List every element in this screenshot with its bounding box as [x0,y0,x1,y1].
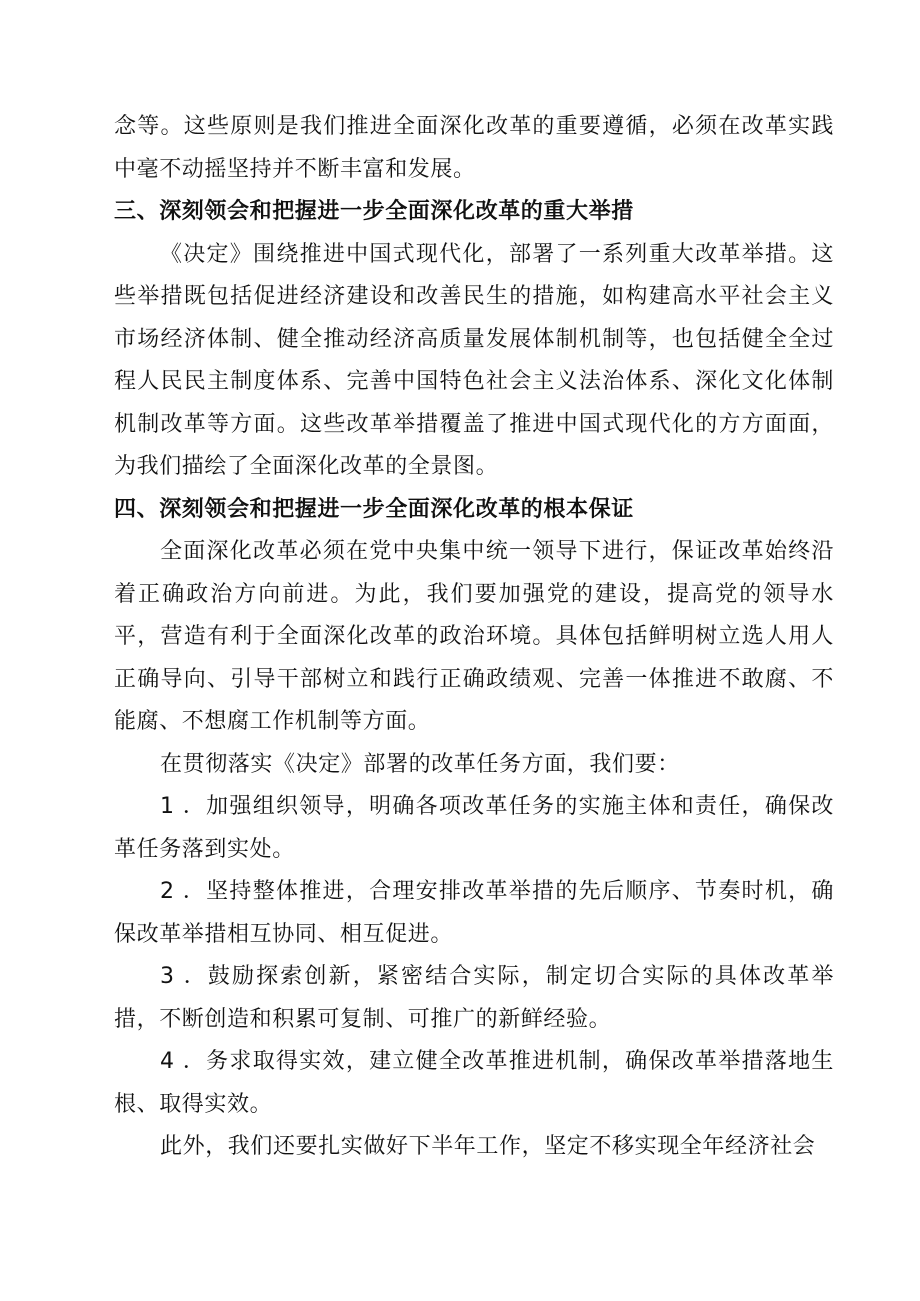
paragraph-additionally: 此外，我们还要扎实做好下半年工作，坚定不移实现全年经济社会 [160,1134,816,1159]
document-body [114,106,834,1169]
paragraph-major-measures: 《决定》围绕推进中国式现代化，部署了一系列重大改革举措。这些举措既包括促进经济建设和改善民生的措施，如构建高水平社会主义市场经济体制、健全推动经济高质量发展体制机制等，也包括健全全过程人民民主制度体系、完善中国特色社会主义法治体系、深化文化体制机制改革等方面。这些改革举措覆盖了推进中国式现代化的方方面面，为我们描绘了全面深化改革的全景图。 [114,241,834,479]
list-item-4: 4 ．务求取得实效，建立健全改革推进机制，确保改革举措落地生根、取得实效。 [114,1049,834,1117]
list-item-3: 3 ．鼓励探索创新，紧密结合实际，制定切合实际的具体改革举措，不断创造和积累可复制、可推广的新鲜经验。 [114,964,834,1032]
paragraph-tasks-intro: 在贯彻落实《决定》部署的改革任务方面，我们要： [160,751,680,777]
list-item-2: 2 ．坚持整体推进，合理安排改革举措的先后顺序、节奏时机，确保改革举措相互协同、相互促进。 [114,879,834,947]
paragraph-fundamental-guarantee: 全面深化改革必须在党中央集中统一领导下进行，保证改革始终沿着正确政治方向前进。为此，我们要加强党的建设，提高党的领导水平，营造有利于全面深化改革的政治环境。具体包括鲜明树立选人用人正确导向、引导干部树立和践行正确政绩观、完善一体推进不敢腐、不能腐、不想腐工作机制等方面。 [114,539,834,734]
list-item-1: 1 ．加强组织领导，明确各项改革任务的实施主体和责任，确保改革任务落到实处。 [114,794,834,862]
section-heading-three: 三、深刻领会和把握进一步全面深化改革的重大举措 [114,199,634,224]
section-heading-four: 四、深刻领会和把握进一步全面深化改革的根本保证 [114,496,634,522]
paragraph-continuation: 念等。这些原则是我们推进全面深化改革的重要遵循，必须在改革实践中毫不动摇坚持并不断丰富和发展。 [114,114,834,182]
